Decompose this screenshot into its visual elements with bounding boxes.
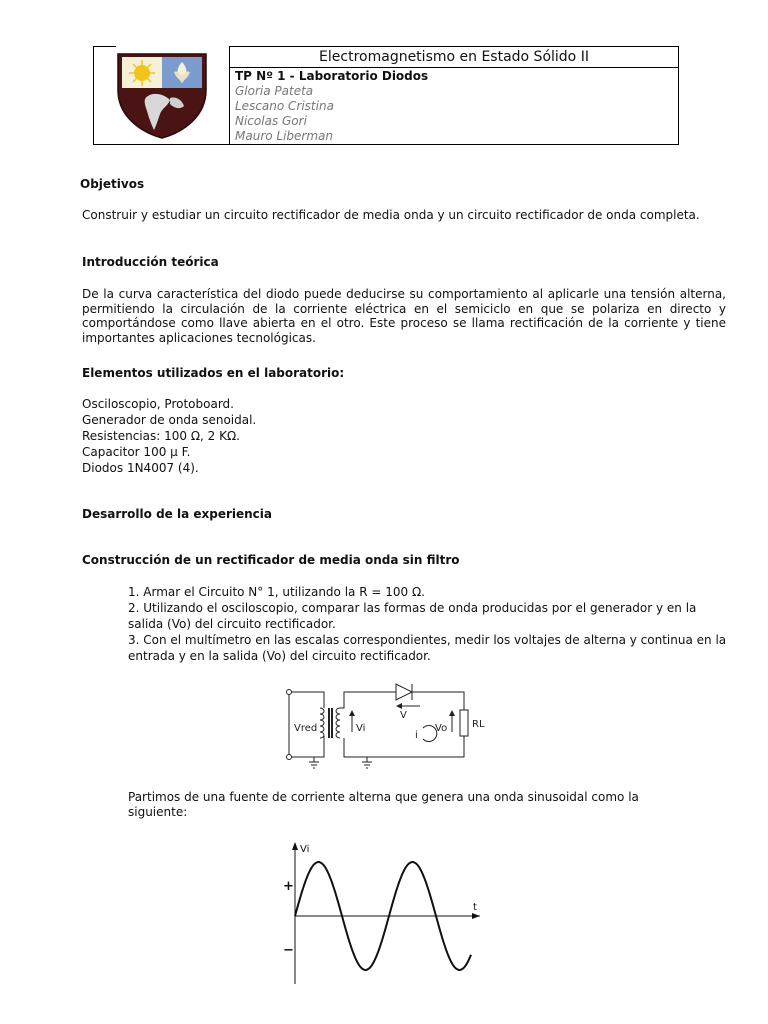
header-table xyxy=(93,46,679,145)
list-item: Resistencias: 100 Ω, 2 KΩ. xyxy=(82,429,240,443)
list-item: Generador de onda senoidal. xyxy=(82,413,257,427)
tp-title: TP Nº 1 - Laboratorio Diodos xyxy=(235,69,429,83)
half-wave-rectifier-circuit xyxy=(280,680,500,772)
author-name: Lescano Cristina xyxy=(235,99,334,113)
elementos-list xyxy=(82,396,256,476)
intro-paragraph: De la curva característica del diodo puede deducirse su comportamiento al aplicarle una tensión alterna, permitiendo la circulación de la corriente eléctrica en el semiciclo en que se polariza en directo y comportándose como llave abierta en el otro. Este proceso se llama rectificación de la corriente y tiene importantes aplicaciones tecnológicas. xyxy=(82,287,726,345)
list-item: Capacitor 100 μ F. xyxy=(82,445,191,459)
input-terminal xyxy=(287,755,292,760)
list-item: 3. Con el multímetro en las escalas correspondientes, medir los voltajes de alterna y continua en la entrada y en la salida (Vo) del circuito rectificador. xyxy=(128,633,727,663)
transformer-primary-coil xyxy=(320,708,324,738)
elementos-heading: Elementos utilizados en el laboratorio: xyxy=(82,366,345,380)
list-item: Osciloscopio, Protoboard. xyxy=(82,397,234,411)
author-name: Nicolas Gori xyxy=(235,114,307,128)
plus-sign: + xyxy=(283,879,294,894)
list-item: 2. Utilizando el osciloscopio, comparar las formas de onda producidas por el generador y en la salida (Vo) del circuito rectificador. xyxy=(128,601,697,631)
input-terminal xyxy=(287,690,292,695)
i-label: i xyxy=(415,730,418,741)
desarrollo-heading: Desarrollo de la experiencia xyxy=(82,507,273,521)
x-axis-label: t xyxy=(473,902,477,913)
university-shield-logo xyxy=(112,50,212,140)
document-title: Electromagnetismo en Estado Sólido II xyxy=(319,49,589,65)
intro-heading: Introducción teórica xyxy=(82,255,219,269)
vo-label: Vo xyxy=(435,723,448,734)
list-item: Diodos 1N4007 (4). xyxy=(82,461,199,475)
load-resistor xyxy=(460,710,468,736)
header-divider xyxy=(229,67,678,68)
y-axis-label: Vi xyxy=(300,844,310,855)
author-name: Gloria Pateta xyxy=(235,84,314,98)
rl-label: RL xyxy=(472,719,485,730)
objetivos-heading: Objetivos xyxy=(80,177,145,191)
partimos-paragraph: Partimos de una fuente de corriente alterna que genera una onda sinusoidal como la siguiente: xyxy=(128,790,639,819)
vi-label: Vi xyxy=(356,723,366,734)
objetivos-paragraph: Construir y estudiar un circuito rectificador de media onda y un circuito rectificador de onda completa. xyxy=(82,208,700,222)
author-name: Mauro Liberman xyxy=(235,129,334,143)
v-label: V xyxy=(400,710,407,721)
header-border xyxy=(94,46,116,47)
list-item: 1. Armar el Circuito N° 1, utilizando la R = 100 Ω. xyxy=(128,585,425,599)
steps-list xyxy=(128,584,728,664)
sine-waveform-plot xyxy=(280,838,490,988)
transformer-secondary-coil xyxy=(336,708,340,738)
diode xyxy=(396,684,412,700)
vred-label: Vred xyxy=(294,723,318,734)
minus-sign: − xyxy=(283,943,294,958)
construccion-heading: Construcción de un rectificador de media onda sin filtro xyxy=(82,553,460,567)
